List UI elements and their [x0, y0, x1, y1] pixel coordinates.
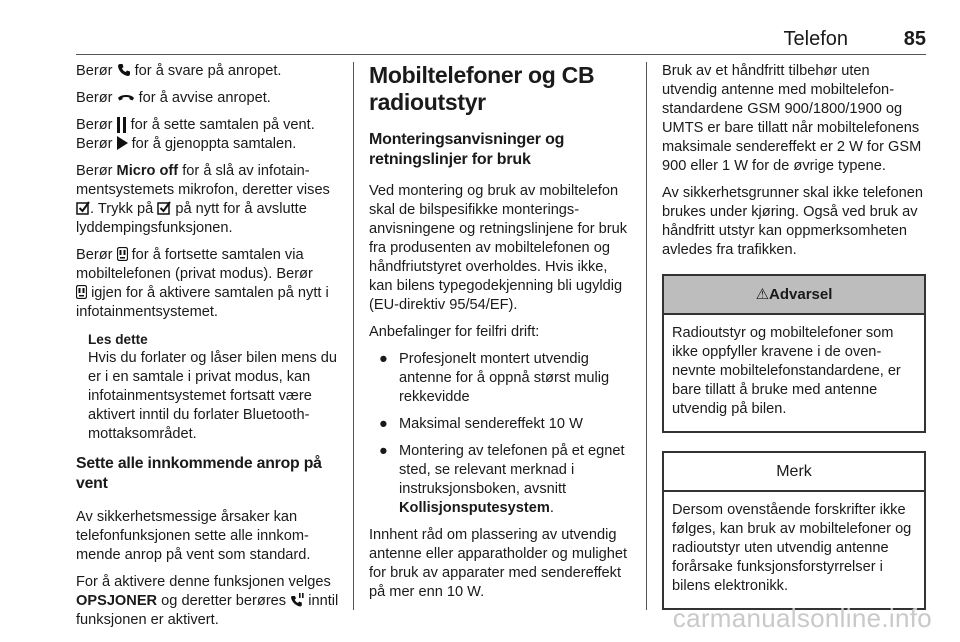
- airbag-reference: Kollisjonsputesystem: [399, 500, 550, 516]
- page-header: [76, 24, 926, 55]
- reject-call-paragraph: Berør for å avvise anropet.: [76, 90, 271, 106]
- options-label: OPSJONER: [76, 593, 158, 609]
- bullet-icon: ●: [379, 443, 388, 459]
- play-icon: [117, 136, 128, 150]
- checkbox-checked-icon: [76, 201, 90, 215]
- safety-paragraph: Av sikkerhetsgrunner skal ikke telefonen brukes under kjøring. Også ved bruk av håndfritt utstyr kan oppmerksomheten avledes fra trafikken.: [662, 185, 923, 258]
- left-column: [76, 62, 342, 638]
- list-item: ● Profesjonelt montert utvendig antenne for å oppnå størst mulig rekkevidde: [379, 351, 610, 405]
- warning-box: [662, 274, 926, 433]
- checkbox-checked-icon: [157, 201, 171, 215]
- handset-privacy-icon: [76, 285, 87, 299]
- phone-hangup-icon: [117, 90, 135, 104]
- phone-hold-icon: [290, 593, 304, 607]
- recommendations-intro: Anbefalinger for feilfri drift:: [369, 324, 540, 340]
- handsfree-paragraph: Bruk av et håndfritt tilbehør uten utvendig antenne med mobiltelefonstandardene GSM 900/1800/1900 og UMTS er bare tillatt når mobiltelefonens maksimale sendereffekt er 2 W for GSM 900 eller 1 W for de øvrige typene.: [662, 63, 922, 174]
- note-title: Merk: [664, 453, 924, 492]
- warning-title: Advarsel: [769, 286, 833, 303]
- bullet-icon: ●: [379, 351, 388, 367]
- hold-all-calls-paragraph: Av sikkerhetsmessige årsaker kan telefonfunksjonen sette alle innkommende anrop på vent som standard.: [76, 509, 311, 563]
- list-item: ● Montering av telefonen på et egnet sted, se relevant merknad i instruksjonsboken, avsnitt Kollisjonsputesystem.: [379, 443, 625, 516]
- middle-column: [369, 62, 633, 610]
- warning-text: Radioutstyr og mobiltelefoner som ikke oppfyller kravene i de ovennevnte mobiltelefonstandardene, er bare tillatt å bruke med antenne utvendig på bilen.: [672, 325, 901, 417]
- right-column: [662, 62, 926, 628]
- page-number: 85: [903, 28, 926, 50]
- antenna-advice-paragraph: Innhent råd om plassering av utvendig antenne eller apparatholder og mulighet for bruk av apparater med sendereffekt på mer enn 10 W.: [369, 527, 628, 600]
- section-heading: Mobiltelefoner og CB radioutstyr: [369, 62, 595, 115]
- note-text: Hvis du forlater og låser bilen mens du er i en samtale i privat modus, kan infotainmentsystemet fortsatt være aktivert inntil du forlater Bluetooth-mottaksområdet.: [88, 350, 338, 442]
- note-box-text: Dersom ovenstående forskrifter ikke følges, kan bruk av mobiltelefoner og radioutstyr uten utvendig antenne forårsake funksjonsforstyrrelser i bilens elektronikk.: [672, 502, 912, 594]
- recommendations-list: [369, 350, 633, 518]
- private-mode-paragraph: Berør for å fortsette samtalen via mobiltelefonen (privat modus). Berør igjen for å aktivere samtalen på nytt i infotainmentsystemet.: [76, 247, 329, 320]
- micro-off-label: Micro off: [116, 163, 179, 179]
- subsection-heading: Monteringsanvisninger og retningslinjer for bruk: [369, 131, 565, 168]
- installation-paragraph: Ved montering og bruk av mobiltelefon skal de bilspesifikke monteringsanvisningene og retningslinjene for bruk fra produsenten av mobiltelefonen og håndfriutstyret overholdes. Hvis ikke, kan bilens typegodekjenning bli ugyldig (EU-direktiv 95/54/EF).: [369, 183, 627, 313]
- list-item: ● Maksimal sendereffekt 10 W: [379, 416, 583, 432]
- watermark: carmanualsonline.info: [672, 603, 932, 633]
- bullet-icon: ●: [379, 416, 388, 432]
- pause-icon: [117, 117, 127, 131]
- info-note: [76, 330, 342, 444]
- note-label: Les dette: [88, 332, 148, 347]
- note-box: [662, 451, 926, 610]
- mute-microphone-paragraph: Berør Micro off for å slå av infotainmentsystemets mikrofon, deretter vises . Trykk på på nytt for å avslutte lyddempingsfunksjonen.: [76, 163, 330, 236]
- hold-call-paragraph: Berør for å sette samtalen på vent. Berør for å gjenoppta samtalen.: [76, 117, 315, 152]
- handset-privacy-icon: [117, 247, 128, 261]
- answer-call-paragraph: Berør for å svare på anropet.: [76, 63, 282, 79]
- phone-answer-icon: [117, 63, 131, 77]
- section-title: Telefon: [783, 28, 848, 50]
- warning-icon: ⚠: [755, 286, 770, 303]
- column-divider-1: [353, 62, 354, 610]
- hold-all-calls-heading: Sette alle innkommende anrop på vent: [76, 455, 322, 492]
- column-divider-2: [646, 62, 647, 610]
- warning-header: [664, 276, 924, 315]
- activate-function-paragraph: For å aktivere denne funksjonen velges OPSJONER og deretter berøres inntil funksjonen er aktivert.: [76, 574, 339, 628]
